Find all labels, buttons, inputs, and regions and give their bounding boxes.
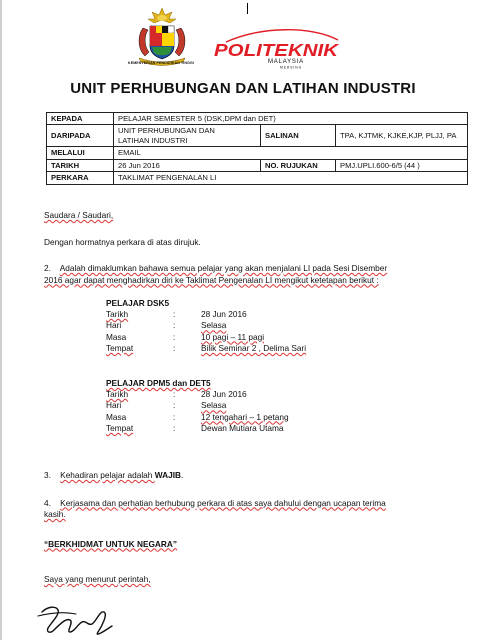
daripada-label: DARIPADA: [47, 125, 114, 147]
signature-icon: [36, 602, 124, 640]
daripada-value: [114, 125, 261, 147]
memo-row-melalui: [47, 147, 468, 159]
memo-row-kepada: [47, 113, 468, 125]
group2-row: [106, 400, 289, 411]
salutation: Saudara / Saudari,: [44, 210, 114, 220]
group2-row-colon: :: [173, 422, 176, 433]
group1-row: [106, 332, 306, 343]
group2-row-colon: :: [173, 389, 176, 400]
paragraph-3: [44, 470, 464, 482]
kepada-label: KEPADA: [47, 113, 114, 125]
group2-row-colon: :: [173, 411, 176, 422]
group1-row-label: Tarikh: [106, 309, 129, 320]
para4-line2: kasih.: [44, 509, 66, 519]
politeknik-logo: [212, 28, 344, 70]
group1-row: [106, 320, 306, 331]
group2-row-label: Tempat: [106, 422, 134, 433]
group2-row-value: 28 Jun 2016: [201, 389, 247, 400]
group1-row-colon: :: [173, 309, 176, 320]
letter-body-closing: [44, 470, 464, 586]
motto-text: “BERKHIDMAT UNTUK NEGARA”: [44, 538, 178, 549]
group1-row-value: Selasa: [201, 320, 227, 331]
group1-row-colon: :: [173, 342, 176, 353]
group1-row: [106, 343, 306, 354]
group2-row-label: Masa: [106, 411, 127, 422]
group2-heading: PELAJAR DPM5 dan DET5: [106, 378, 211, 388]
government-crest-icon: [131, 6, 193, 68]
memo-row-tarikh: [47, 159, 468, 171]
melalui-label: MELALUI: [47, 147, 114, 159]
group2-row-value: Selasa: [201, 400, 227, 411]
para2-line2: 2016 agar dapat menghadirkan diri ke Taklimat Pengenalan LI mengikut ketetapan berikut :: [44, 274, 379, 285]
paragraph-4: [44, 498, 464, 510]
schedule-group-1: [106, 298, 306, 354]
crest-caption: KEMENTERIAN PENDIDIKAN TINGGI: [128, 61, 194, 65]
para4-line1: Kerjasama dan perhatian berhubung perkara di atas saya dahului dengan ucapan terima: [60, 497, 386, 508]
group1-row-value: 10 pagi – 11 pagi: [201, 331, 265, 342]
para3-text: Kehadiran pelajar adalah: [60, 470, 155, 480]
salinan-label: SALINAN: [261, 125, 336, 147]
letter-body: [44, 210, 464, 286]
group1-row-colon: :: [173, 320, 176, 331]
memo-row-perkara: [47, 172, 468, 184]
group2-row-colon: :: [173, 400, 176, 411]
logo-sub-text: MERSING: [280, 65, 303, 70]
group1-row-label: Tempat: [106, 342, 134, 353]
rujukan-label: NO. RUJUKAN: [261, 159, 336, 171]
tarikh-value: 26 Jun 2016: [114, 159, 261, 171]
para3-number: 3.: [44, 470, 51, 480]
group1-heading: PELAJAR DSK5: [106, 298, 170, 308]
rujukan-value: PMJ.UPLI.600-6/5 (44 ): [336, 159, 468, 171]
group1-row-value: 28 Jun 2016: [201, 309, 247, 320]
para3-bold: WAJIB: [154, 470, 182, 480]
group2-row-label: Hari: [106, 400, 122, 411]
group2-row-value: 12 tengahari – 1 petang: [201, 411, 289, 422]
group2-row-value: Dewan Mutiara Utama: [201, 422, 284, 433]
logo-country-text: MALAYSIA: [268, 59, 304, 65]
salinan-value: TPA, KJTMK, KJKE,KJP, PLJJ, PA: [336, 125, 468, 147]
text-cursor: [247, 3, 248, 14]
group2-row: [106, 423, 289, 434]
para3-end: .: [181, 470, 184, 480]
group1-row-label: Hari: [106, 320, 122, 331]
perkara-value: TAKLIMAT PENGENALAN LI: [114, 172, 468, 184]
closing-line: Saya yang menurut perintah,: [44, 574, 151, 584]
para2-number: 2.: [44, 263, 51, 273]
group2-row-label: Tarikh: [106, 389, 129, 400]
paragraph-2: [44, 263, 464, 275]
para4-number: 4.: [44, 497, 51, 508]
group1-row-label: Masa: [106, 331, 127, 342]
para2-line1: Adalah dimaklumkan bahawa semua pelajar yang akan menjalani LI pada Sesi Disember: [59, 263, 388, 273]
tarikh-label: TARIKH: [47, 159, 114, 171]
group1-row-value: Bilik Seminar 2 , Delima Sari: [201, 342, 307, 353]
group2-row: [106, 412, 289, 423]
group2-row: [106, 389, 289, 400]
logo-brand-text: POLITEKNIK: [214, 40, 340, 60]
daripada-value-line2: LATIHAN INDUSTRI: [118, 135, 188, 145]
memo-header-table: [46, 112, 468, 185]
group1-row-colon: :: [173, 331, 176, 342]
melalui-value: EMAIL: [114, 147, 468, 159]
kepada-value: PELAJAR SEMESTER 5 (DSK,DPM dan DET): [114, 113, 468, 125]
page-title: UNIT PERHUBUNGAN DAN LATIHAN INDUSTRI: [70, 80, 416, 97]
daripada-value-line1: UNIT PERHUBUNGAN DAN: [118, 126, 215, 136]
perkara-label: PERKARA: [47, 172, 114, 184]
motto: [44, 539, 464, 551]
schedule-group-2: [106, 378, 289, 434]
opening-line: Dengan hormatnya perkara di atas dirujuk.: [44, 236, 201, 247]
group1-row: [106, 309, 306, 320]
memo-row-daripada: [47, 125, 468, 147]
